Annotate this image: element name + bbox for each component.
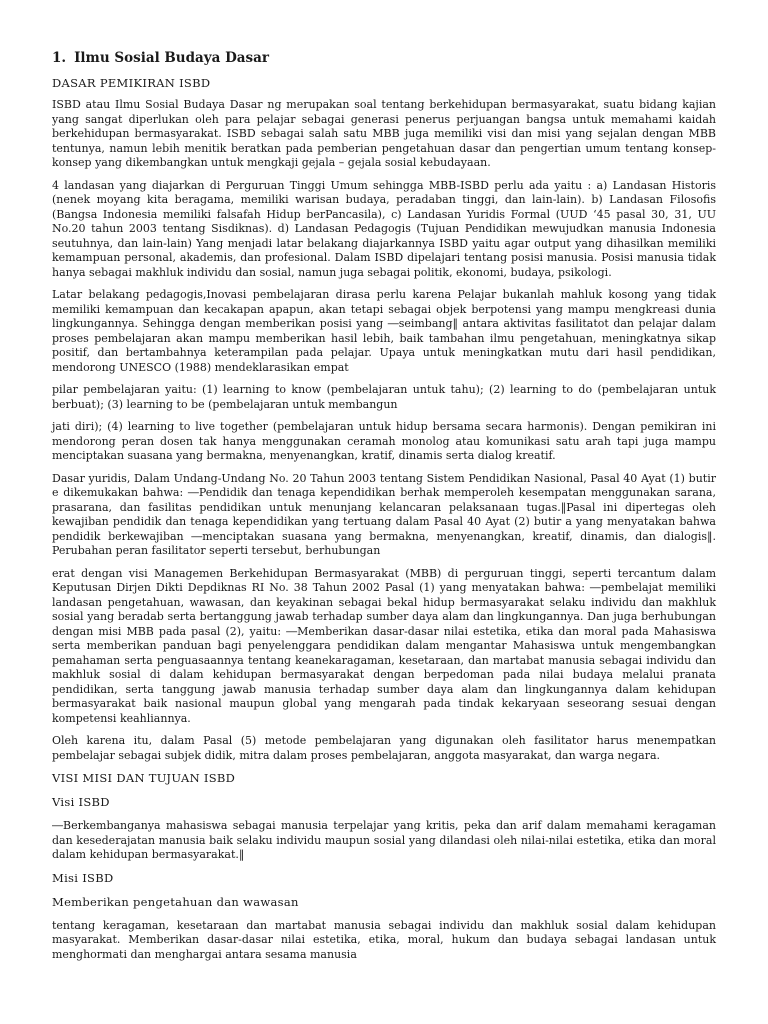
chapter-title: Ilmu Sosial Budaya Dasar bbox=[74, 50, 270, 66]
paragraph-visi-mbb: erat dengan visi Managemen Berkehidupan Bermasyarakat (MBB) di perguruan tinggi, seperti tercantum dalam Keputusan Dirjen Dikti Depdiknas RI No. 38 Tahun 2002 Pasal (1) yang menyatakan bahwa: ―pembelajat memiliki landasan pengetahuan, wawasan, dan keyakinan sebagai bekal hidup bermasyarakat selaku individu dan makhluk sosial yang beradab serta bertanggung jawab terhadap sumber daya alam dan lingkungannya. Dan juga berhubungan dengan misi MBB pada pasal (2), yaitu: ―Memberikan dasar-dasar nilai estetika, etika dan moral pada Mahasiswa serta memberikan panduan bagi penyelenggara pendidikan dalam mengantar Mahasiswa untuk mengembangkan pemahaman serta penguasaannya tentang keanekaragaman, kesetaraan, dan martabat manusia sebagai individu dan makhluk sosial di dalam kehidupan bermasyarakat dengan berpedoman pada nilai budaya melalui pranata pendidikan, serta tanggung jawab manusia terhadap sumber daya alam dan lingkungannya dalam kehidupan bermasyarakat baik nasional maupun global yang mengarah pada tindak kekaryaan seseorang sesuai dengan kompetensi keahliannya. bbox=[52, 566, 716, 725]
misi-label: Misi ISBD bbox=[52, 870, 114, 885]
section-title-visi-misi: VISI MISI DAN TUJUAN ISBD bbox=[52, 771, 236, 786]
paragraph-landasan: 4 landasan yang diajarkan di Perguruan Tinggi Umum sehingga MBB-ISBD perlu ada yaitu : a) Landasan Historis (nenek moyang kita beragama, memiliki warisan budaya, peradaban tinggi, dan lain-lain). b) Landasan Filosofis (Bangsa Indonesia memiliki falsafah Hidup berPancasila), c) Landasan Yuridis Formal (UUD ‘45 pasal 30, 31, UU No.20 tahun 2003 tentang Sisdiknas). d) Landasan Pedagogis (Tujuan Pendidikan mewujudkan manusia Indonesia seutuhnya, dan lain-lain) Yang menjadi latar belakang diajarkannya ISBD yaitu agar output yang dihasilkan memiliki kemampuan personal, akademis, dan profesional. Dalam ISBD dipelajari tentang posisi manusia. Posisi manusia tidak hanya sebagai makhluk individu dan sosial, namun juga sebagai politik, ekonomi, budaya, psikologi. bbox=[52, 178, 716, 279]
paragraph-pedagogis: Latar belakang pedagogis,Inovasi pembelajaran dirasa perlu karena Pelajar bukanlah mahluk kosong yang tidak memiliki kemampuan dan kecakapan apapun, akan tetapi sebagai objek berpotensi yang mampu mengkreasi dunia lingkungannya. Sehingga dengan memberikan posisi yang ―seimbang‖ antara aktivitas fasilitatot dan pelajar dalam proses pembelajaran akan mampu memberikan hasil lebih, baik tambahan ilmu pengetahuan, meningkatnya sikap positif, dan bertambahnya keterampilan pada pelajar. Upaya untuk meningkatkan mutu dari hasil pendidikan, mendorong UNESCO (1988) mendeklarasikan empat bbox=[52, 288, 716, 374]
paragraph-jati-diri: jati diri); (4) learning to live together (pembelajaran untuk hidup bersama secara harmonis). Dengan pemikiran ini mendorong peran dosen tak hanya menggunakan ceramah monolog atau komunikasi satu arah tapi juga mampu menciptakan suasana yang bermakna, menyenangkan, kratif, dinamis serta dialog kreatif. bbox=[52, 420, 716, 463]
chapter-number: 1. bbox=[52, 50, 67, 66]
chapter-heading bbox=[52, 50, 716, 68]
section-title-dasar-pemikiran: DASAR PEMIKIRAN ISBD bbox=[52, 75, 211, 90]
visi-label: Visi ISBD bbox=[52, 795, 110, 810]
misi-intro: Memberikan pengetahuan dan wawasan bbox=[52, 894, 299, 909]
paragraph-pilar: pilar pembelajaran yaitu: (1) learning to know (pembelajaran untuk tahu); (2) learning to do (pembelajaran untuk berbuat); (3) learning to be (pembelajaran untuk membangun bbox=[52, 383, 716, 411]
visi-text: ―Berkembanganya mahasiswa sebagai manusia terpelajar yang kritis, peka dan arif dalam memahami keragaman dan kesederajatan manusia baik selaku individu maupun sosial yang dilandasi oleh nilai-nilai estetika, etika dan moral dalam kehidupan bermasyarakat.‖ bbox=[52, 819, 716, 862]
paragraph-pasal-5: Oleh karena itu, dalam Pasal (5) metode pembelajaran yang digunakan oleh fasilitator harus menempatkan pembelajar sebagai subjek didik, mitra dalam proses pembelajaran, anggota masyarakat, dan warga negara. bbox=[52, 734, 716, 762]
paragraph-yuridis: Dasar yuridis, Dalam Undang-Undang No. 20 Tahun 2003 tentang Sistem Pendidikan Nasional, Pasal 40 Ayat (1) butir e dikemukakan bahwa: ―Pendidik dan tenaga kependidikan berhak memperoleh kesempatan menggunakan sarana, prasarana, dan fasilitas pendidikan untuk menunjang kelancaran pelaksanaan tugas.‖Pasal ini dipertegas oleh kewajiban pendidik dan tenaga kependidikan yang tertuang dalam Pasal 40 Ayat (2) butir a yang menyatakan bahwa pendidik berkewajiban ―menciptakan suasana yang bermakna, menyenangkan, kreatif, dinamis, dan dialogis‖. Perubahan peran fasilitator seperti tersebut, berhubungan bbox=[52, 471, 716, 558]
misi-text: tentang keragaman, kesetaraan dan martabat manusia sebagai individu dan makhluk sosial dalam kehidupan masyarakat. Memberikan dasar-dasar nilai estetika, etika, moral, hukum dan budaya sebagai landasan untuk menghormati dan menghargai antara sesama manusia bbox=[52, 918, 716, 961]
paragraph-intro: ISBD atau Ilmu Sosial Budaya Dasar ng merupakan soal tentang berkehidupan bermasyarakat, suatu bidang kajian yang sangat diperlukan oleh para pelajar sebagai generasi penerus perjuangan bangsa untuk memahami kaidah berkehidupan bermasyarakat. ISBD sebagai salah satu MBB juga memiliki visi dan misi yang sejalan dengan MBB tentunya, namun lebih menitik beratkan pada pemberian pengetahuan dasar dan pengertian umum tentang konsep-konsep yang dikembangkan untuk mengkaji gejala – gejala sosial kebudayaan. bbox=[52, 98, 716, 170]
